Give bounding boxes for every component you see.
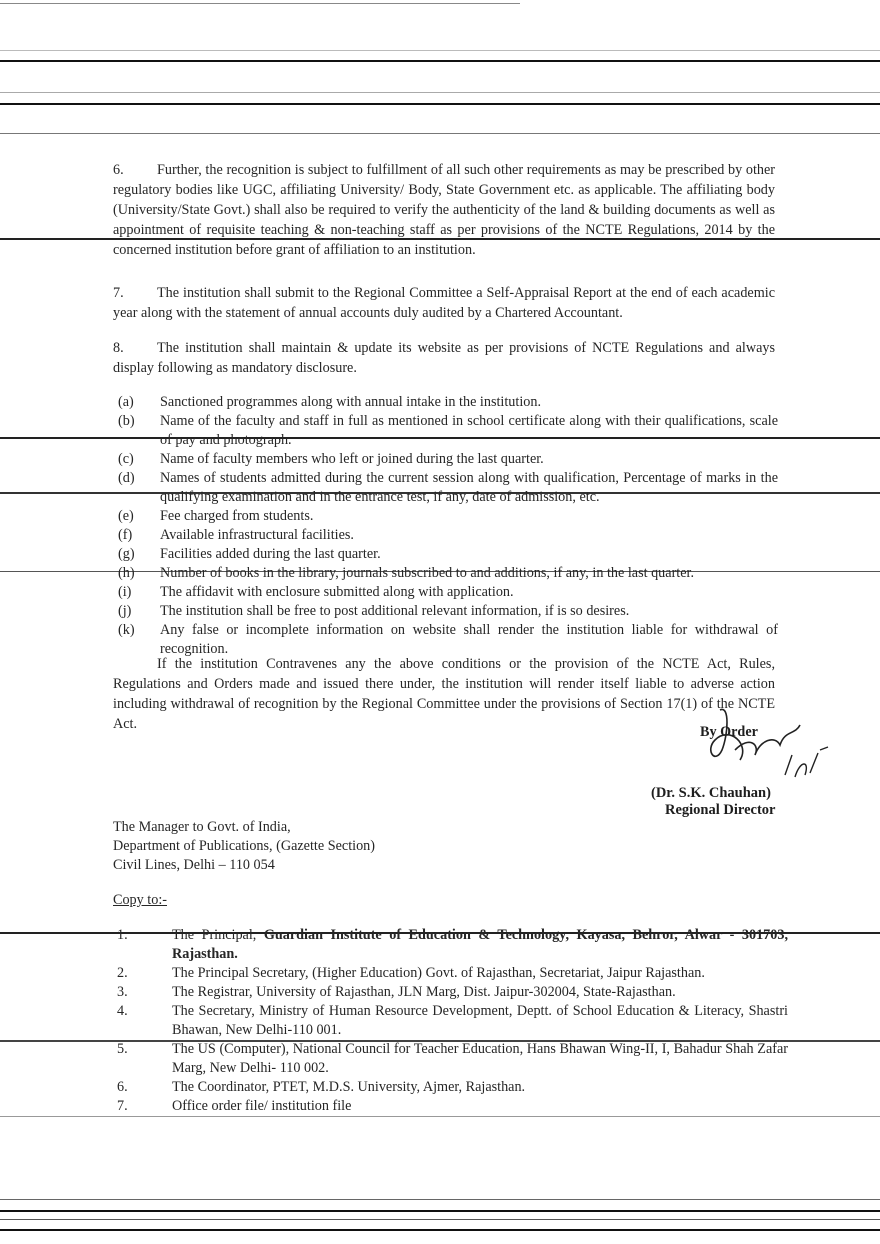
item-label: (e) <box>118 508 134 524</box>
item-text: Office order file/ institution file <box>172 1098 352 1114</box>
addressee <box>113 818 375 875</box>
clause-text: The institution shall submit to the Regional Committee a Self-Appraisal Report at the end of each academic year along with the statement of annual accounts duly audited by a Chartered Accountant. <box>113 285 775 321</box>
clause-number: 6. <box>113 162 124 178</box>
item-text: The US (Computer), National Council for Teacher Education, Hans Bhawan Wing-II, I, Bahadur Shah Zafar Marg, New Delhi- 110 002. <box>172 1041 788 1076</box>
closing-paragraph: If the institution Contravenes any the above conditions or the provision of the NCTE Act, Rules, Regulations and Orders made and issued there under, the institution will render itself liable to adverse action including withdrawal of recognition by the Regional Committee under the provisions of Section 17(1) of the NCTE Act. <box>113 656 775 732</box>
item-label: (f) <box>118 527 133 543</box>
handwritten-signature-icon <box>700 705 830 785</box>
item-text: Name of faculty members who left or joined during the last quarter. <box>160 451 544 467</box>
clause-text: Further, the recognition is subject to fulfillment of all such other requirements as may be prescribed by other regulatory bodies like UGC, affiliating University/ Body, State Government etc. as applicable. The affiliating body (University/State Govt.) shall also be required to verify the authenticity of the land & building documents as well as appointment of requisite teaching & non-teaching staff as per provisions of the NCTE Regulations, 2014 by the concerned institution before grant of affiliation to an institution. <box>113 162 775 258</box>
item-label: (c) <box>118 451 134 467</box>
list-item <box>118 393 778 412</box>
item-text: The Registrar, University of Rajasthan, JLN Marg, Dist. Jaipur-302004, State-Rajasthan. <box>172 984 676 1000</box>
list-item <box>118 469 778 507</box>
list-item <box>118 564 778 583</box>
item-prefix: The Principal, <box>172 927 264 943</box>
item-label: (d) <box>118 470 135 486</box>
list-item <box>113 964 788 983</box>
item-text: The affidavit with enclosure submitted along with application. <box>160 584 514 600</box>
item-text: Facilities added during the last quarter. <box>160 546 381 562</box>
item-label: 5. <box>117 1041 128 1057</box>
item-text: The Secretary, Ministry of Human Resource Development, Deptt. of School Education & Literacy, Shastri Bhawan, New Delhi-110 001. <box>172 1003 788 1038</box>
item-label: (a) <box>118 394 134 410</box>
item-label: 1. <box>117 927 128 943</box>
clause-8 <box>113 338 775 378</box>
item-text: The Principal Secretary, (Higher Education) Govt. of Rajasthan, Secretariat, Jaipur Rajasthan. <box>172 965 705 981</box>
list-item <box>113 1002 788 1040</box>
item-label: 2. <box>117 965 128 981</box>
copy-to-list <box>113 926 788 1116</box>
item-text: Any false or incomplete information on website shall render the institution liable for withdrawal of recognition. <box>160 622 778 657</box>
list-item <box>118 450 778 469</box>
list-item <box>113 926 788 964</box>
item-text: Available infrastructural facilities. <box>160 527 354 543</box>
item-text: Number of books in the library, journals subscribed to and additions, if any, in the last quarter. <box>160 565 695 581</box>
item-label: (i) <box>118 584 132 600</box>
disclosure-list <box>118 393 778 659</box>
item-text: Sanctioned programmes along with annual intake in the institution. <box>160 394 542 410</box>
signatory-name: (Dr. S.K. Chauhan) <box>651 785 771 801</box>
item-text: Names of students admitted during the current session along with qualification, Percentage of marks in the qualifying examination and in the entrance test, if any, date of admission, etc. <box>160 470 778 505</box>
item-label: (h) <box>118 565 135 581</box>
item-label: 6. <box>117 1079 128 1095</box>
addressee-line: The Manager to Govt. of India, <box>113 819 291 835</box>
clause-text: The institution shall maintain & update its website as per provisions of NCTE Regulations and always display following as mandatory disclosure. <box>113 340 775 376</box>
clause-number: 8. <box>113 340 124 356</box>
by-order: By Order <box>700 724 758 740</box>
list-item <box>118 545 778 564</box>
signatory-title: Regional Director <box>665 802 776 818</box>
addressee-line: Civil Lines, Delhi – 110 054 <box>113 857 275 873</box>
list-item <box>113 1097 788 1116</box>
item-label: (k) <box>118 622 135 638</box>
list-item <box>118 412 778 450</box>
clause-6 <box>113 160 775 260</box>
list-item <box>113 1040 788 1078</box>
item-label: (b) <box>118 413 135 429</box>
list-item <box>118 602 778 621</box>
item-label: 7. <box>117 1098 128 1114</box>
item-text: Name of the faculty and staff in full as mentioned in school certificate along with their qualifications, scale of pay and photograph. <box>160 413 778 448</box>
item-label: (g) <box>118 546 135 562</box>
list-item <box>113 983 788 1002</box>
item-text: Fee charged from students. <box>160 508 314 524</box>
item-text: The Coordinator, PTET, M.D.S. University, Ajmer, Rajasthan. <box>172 1079 526 1095</box>
item-label: 4. <box>117 1003 128 1019</box>
copy-to-heading: Copy to:- <box>113 892 167 908</box>
list-item <box>118 583 778 602</box>
institution-name: Guardian Institute of Education & Technology, Kayasa, Behror, Alwar - 301703, Rajasthan. <box>172 927 788 962</box>
clause-number: 7. <box>113 285 124 301</box>
list-item <box>118 507 778 526</box>
item-label: 3. <box>117 984 128 1000</box>
item-text <box>172 926 788 964</box>
addressee-line: Department of Publications, (Gazette Section) <box>113 838 375 854</box>
list-item <box>118 526 778 545</box>
clause-7 <box>113 283 775 323</box>
item-label: (j) <box>118 603 132 619</box>
item-text: The institution shall be free to post additional relevant information, if is so desires. <box>160 603 630 619</box>
list-item <box>113 1078 788 1097</box>
